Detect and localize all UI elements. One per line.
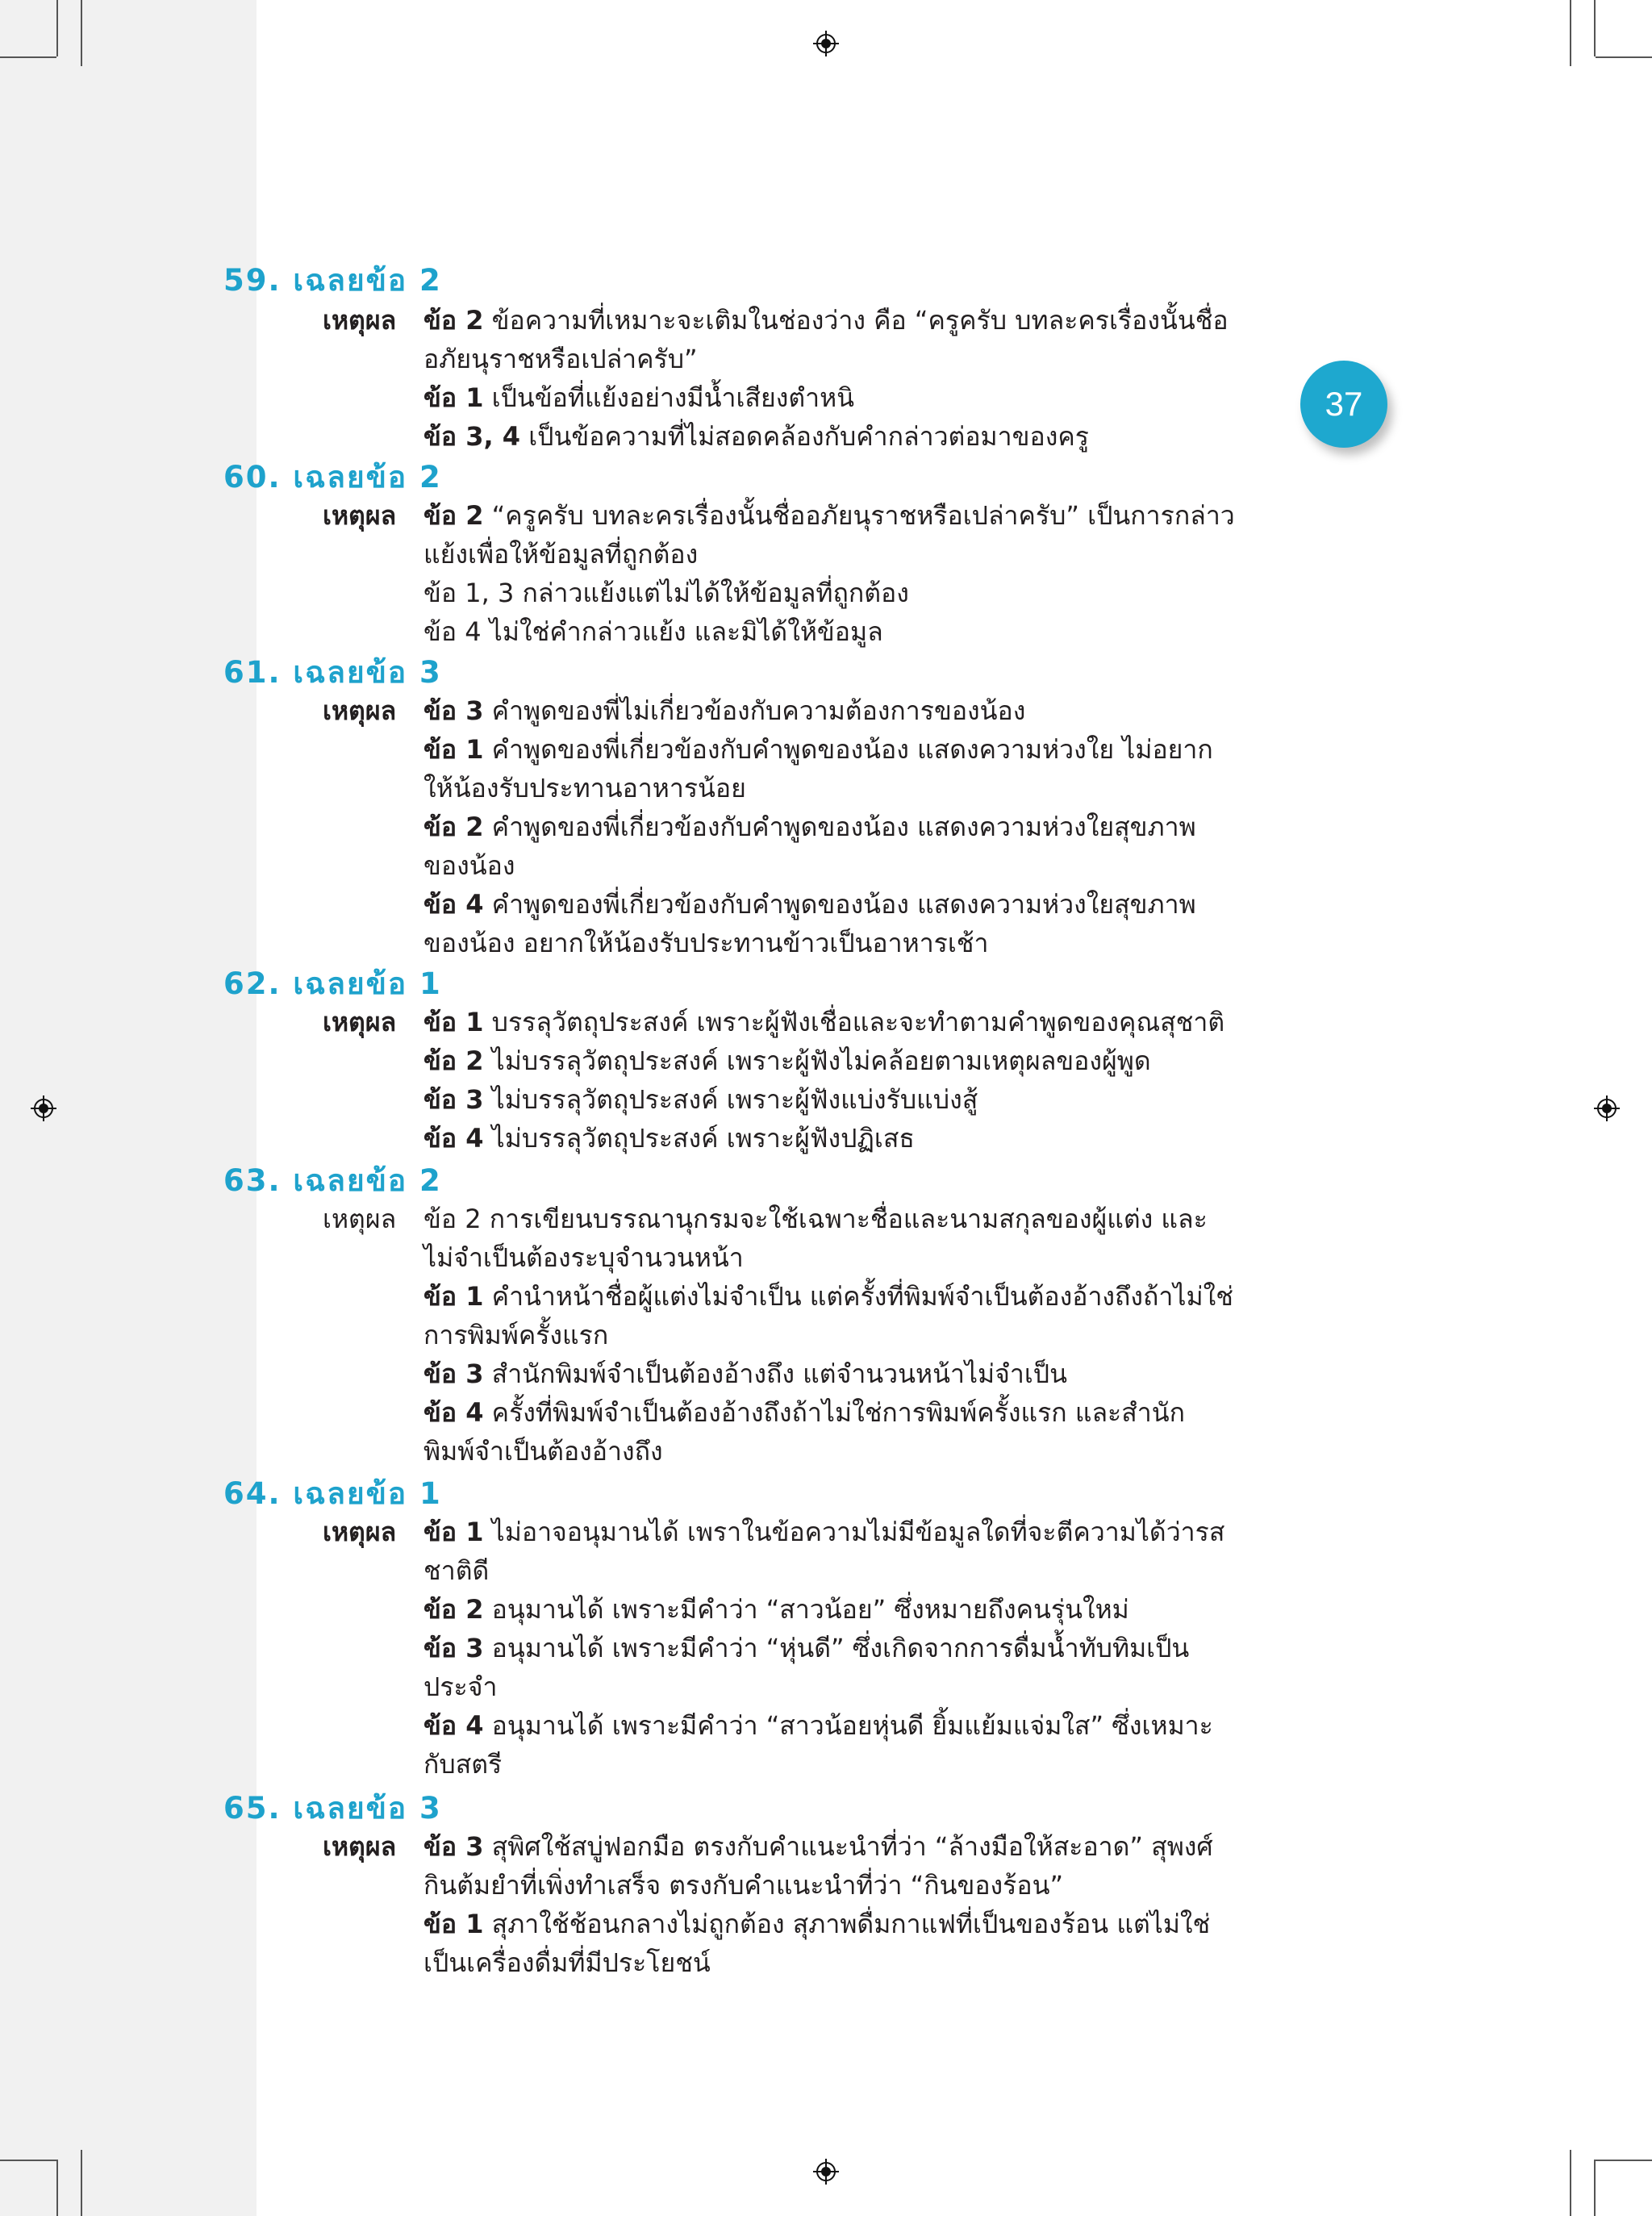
reason-text: เป็นข้อที่แย้งอย่างมีน้ำเสียงตำหนิ (483, 382, 855, 413)
reason-text: เป็นข้อความที่ไม่สอดคล้องกับคำกล่าวต่อมาของครู (520, 421, 1089, 452)
crop-mark (1594, 2160, 1596, 2216)
reason-text: ประจำ (423, 1671, 498, 1702)
reason-text: อภัยนุราชหรือเปล่าครับ” (423, 344, 698, 374)
reason-text: อนุมานได้ เพราะมีคำว่า “หุ่นดี” ซึ่งเกิดจากการดื่มน้ำทับทิมเป็น (483, 1633, 1190, 1663)
option-label: ข้อ 3, 4 (423, 421, 521, 452)
option-label: ข้อ 2 (423, 305, 484, 336)
crop-mark (1594, 0, 1596, 56)
crop-mark (56, 2160, 58, 2216)
registration-mark-icon (813, 31, 839, 56)
reason-label: เหตุผล (323, 1204, 397, 1234)
option-label: ข้อ 4 (423, 1123, 484, 1154)
reason-text: ข้อความที่เหมาะจะเติมในช่องว่าง คือ “ครูครับ บทละครเรื่องนั้นชื่อ (483, 305, 1229, 336)
crop-mark (81, 0, 82, 66)
crop-mark (1596, 56, 1652, 58)
reason-text: คำพูดของพี่เกี่ยวข้องกับคำพูดของน้อง แสดงความห่วงใย ไม่อยาก (483, 734, 1213, 765)
option-label: ข้อ 1 (423, 734, 484, 765)
reason-label: เหตุผล (323, 305, 397, 336)
reason-text: แย้งเพื่อให้ข้อมูลที่ถูกต้อง (423, 539, 699, 570)
option-label: ข้อ 2 (423, 500, 484, 531)
option-label: ข้อ 1 (423, 1281, 484, 1312)
registration-mark-icon (1594, 1095, 1620, 1121)
reason-text: ไม่อาจอนุมานได้ เพราในข้อความไม่มีข้อมูลใดที่จะตีความได้ว่ารส (483, 1517, 1225, 1547)
reason-text: พิมพ์จำเป็นต้องอ้างถึง (423, 1436, 663, 1467)
crop-mark (1596, 2160, 1652, 2161)
reason-text: “ครูครับ บทละครเรื่องนั้นชื่ออภัยนุราชหรือเปล่าครับ” เป็นการกล่าว (483, 500, 1235, 531)
answer-heading: 65. เฉลยข้อ 3 (223, 1791, 442, 1826)
registration-mark-icon (31, 1095, 56, 1121)
option-label: ข้อ 1 (423, 1007, 484, 1037)
reason-text: คำพูดของพี่เกี่ยวข้องกับคำพูดของน้อง แสดงความห่วงใยสุขภาพ (483, 812, 1196, 842)
crop-mark (56, 0, 58, 56)
option-label: ข้อ 1 (423, 1517, 484, 1547)
reason-text: เป็นเครื่องดื่มที่มีประโยชน์ (423, 1947, 711, 1978)
reason-text: ชาติดี (423, 1555, 490, 1586)
reason-text: สุพิศใช้สบู่ฟอกมือ ตรงกับคำแนะนำที่ว่า “ล้างมือให้สะอาด” สุพงศ์ (483, 1831, 1213, 1862)
reason-text: การพิมพ์ครั้งแรก (423, 1320, 609, 1350)
crop-mark (1570, 0, 1571, 66)
reason-text: ครั้งที่พิมพ์จำเป็นต้องอ้างถึงถ้าไม่ใช่การพิมพ์ครั้งแรก และสำนัก (483, 1397, 1185, 1428)
reason-text: กินต้มยำที่เพิ่งทำเสร็จ ตรงกับคำแนะนำที่ว่า “กินของร้อน” (423, 1870, 1064, 1901)
option-label: ข้อ 3 (423, 1358, 484, 1389)
reason-text: สำนักพิมพ์จำเป็นต้องอ้างถึง แต่จำนวนหน้าไม่จำเป็น (483, 1358, 1067, 1389)
reason-label: เหตุผล (323, 1007, 397, 1037)
option-label: ข้อ 2 (423, 1045, 484, 1076)
option-label: ข้อ 2 (423, 812, 484, 842)
option-label: ข้อ 3 (423, 695, 484, 726)
option-label: ข้อ 4 (423, 889, 484, 920)
answer-heading: 60. เฉลยข้อ 2 (223, 460, 442, 495)
reason-text: อนุมานได้ เพราะมีคำว่า “สาวน้อย” ซึ่งหมายถึงคนรุ่นใหม่ (483, 1594, 1129, 1625)
reason-text: คำพูดของพี่ไม่เกี่ยวข้องกับความต้องการของน้อง (483, 695, 1026, 726)
answer-heading: 59. เฉลยข้อ 2 (223, 263, 442, 298)
option-label: ข้อ 3 (423, 1084, 484, 1115)
answer-heading: 62. เฉลยข้อ 1 (223, 966, 442, 1001)
crop-mark (81, 2150, 82, 2216)
crop-mark (1570, 2150, 1571, 2216)
reason-text: คำนำหน้าชื่อผู้แต่งไม่จำเป็น แต่ครั้งที่พิมพ์จำเป็นต้องอ้างถึงถ้าไม่ใช่ (483, 1281, 1233, 1312)
reason-text: ข้อ 1, 3 กล่าวแย้งแต่ไม่ได้ให้ข้อมูลที่ถูกต้อง (423, 578, 909, 608)
reason-text: ไม่บรรลุวัตถุประสงค์ เพราะผู้ฟังไม่คล้อยตามเหตุผลของผู้พูด (483, 1045, 1151, 1076)
reason-text: บรรลุวัตถุประสงค์ เพราะผู้ฟังเชื่อและจะทำตามคำพูดของคุณสุชาติ (483, 1007, 1225, 1037)
option-label: ข้อ 1 (423, 382, 484, 413)
answer-heading: 64. เฉลยข้อ 1 (223, 1476, 442, 1511)
registration-mark-icon (813, 2159, 839, 2185)
reason-text: คำพูดของพี่เกี่ยวข้องกับคำพูดของน้อง แสดงความห่วงใยสุขภาพ (483, 889, 1196, 920)
page-number-badge: 37 (1300, 361, 1387, 448)
reason-label: เหตุผล (323, 1831, 397, 1862)
reason-text: ของน้อง (423, 850, 515, 881)
option-label: ข้อ 3 (423, 1633, 484, 1663)
option-label: ข้อ 4 (423, 1397, 484, 1428)
reason-text: ข้อ 4 ไม่ใช่คำกล่าวแย้ง และมิได้ให้ข้อมูล (423, 616, 883, 647)
reason-label: เหตุผล (323, 500, 397, 531)
answer-heading: 63. เฉลยข้อ 2 (223, 1163, 442, 1198)
reason-text: ข้อ 2 การเขียนบรรณานุกรมจะใช้เฉพาะชื่อและนามสกุลของผู้แต่ง และ (423, 1204, 1208, 1234)
reason-text: สุภาใช้ช้อนกลางไม่ถูกต้อง สุภาพดื่มกาแฟที่เป็นของร้อน แต่ไม่ใช่ (483, 1909, 1211, 1939)
reason-text: อนุมานได้ เพราะมีคำว่า “สาวน้อยหุ่นดี ยิ้มแย้มแจ่มใส” ซึ่งเหมาะ (483, 1710, 1213, 1741)
reason-text: ของน้อง อยากให้น้องรับประทานข้าวเป็นอาหารเช้า (423, 928, 989, 958)
answer-heading: 61. เฉลยข้อ 3 (223, 655, 442, 690)
option-label: ข้อ 4 (423, 1710, 484, 1741)
option-label: ข้อ 2 (423, 1594, 484, 1625)
reason-label: เหตุผล (323, 695, 397, 726)
reason-text: ไม่บรรลุวัตถุประสงค์ เพราะผู้ฟังปฏิเสธ (483, 1123, 915, 1154)
reason-label: เหตุผล (323, 1517, 397, 1547)
reason-text: ให้น้องรับประทานอาหารน้อย (423, 773, 746, 803)
crop-mark (0, 56, 56, 58)
reason-text: ไม่จำเป็นต้องระบุจำนวนหน้า (423, 1242, 744, 1273)
reason-text: ไม่บรรลุวัตถุประสงค์ เพราะผู้ฟังแบ่งรับแบ่งสู้ (483, 1084, 978, 1115)
crop-mark (0, 2160, 56, 2161)
option-label: ข้อ 3 (423, 1831, 484, 1862)
reason-text: กับสตรี (423, 1749, 503, 1780)
option-label: ข้อ 1 (423, 1909, 484, 1939)
